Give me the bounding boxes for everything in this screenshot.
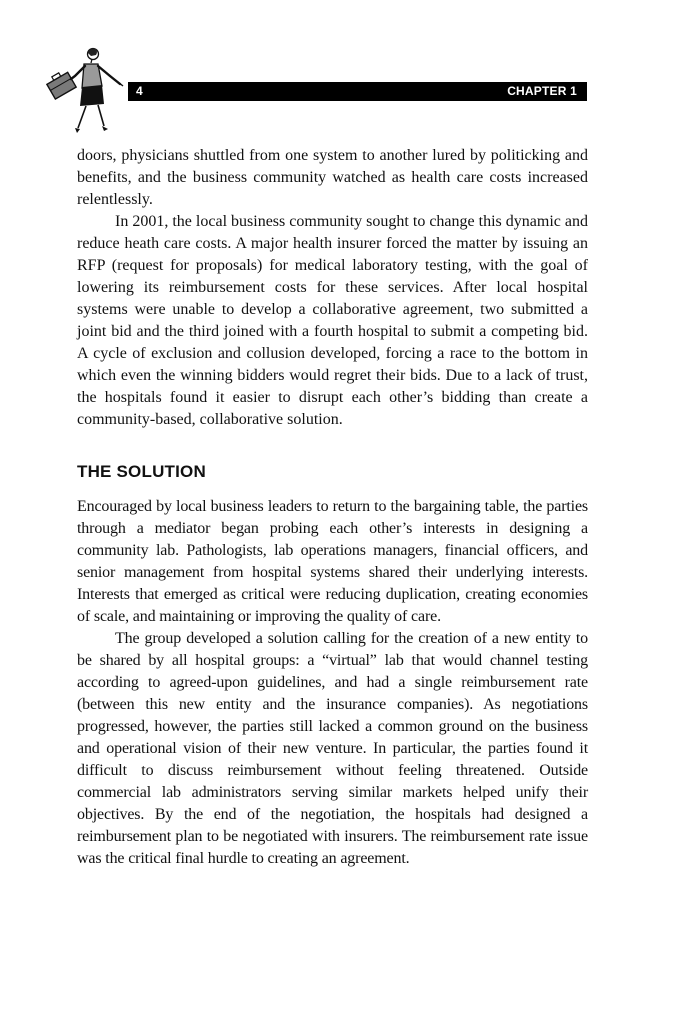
body-paragraph: In 2001, the local business community sought to change this dynamic and reduce heath care costs. A major health insurer forced the matter by issuing an RFP (request for proposals) for medical laboratory testing, with the goal of lowering its reimbursement costs for these services. After local hospital systems were unable to develop a collaborative agreement, two submitted a joint bid and the third joined with a fourth hospital to submit a competing bid. A cycle of exclusion and collusion developed, forcing a race to the bottom in which even the winning bidders would regret their bids. Due to a lack of trust, the hospitals found it easier to disrupt each other’s bidding than create a community-based, collaborative solution. <box>77 213 588 428</box>
businesswoman-illustration <box>44 46 124 134</box>
chapter-label: CHAPTER 1 <box>507 84 577 98</box>
page-number: 4 <box>136 84 143 98</box>
page-body <box>77 145 588 870</box>
body-paragraph: The group developed a solution calling for the creation of a new entity to be shared by all hospital groups: a “virtual” lab that would channel testing according to agreed-upon guidelines, and had a single reimbursement rate (between this new entity and the insurance companies). As negotiations progressed, however, the parties still lacked a common ground on the business and operational vision of their new venture. In particular, the parties found it difficult to discuss reimbursement without feeling threatened. Outside commercial lab administrators serving similar markets helped unify their objectives. By the end of the negotiation, the hospitals had designed a reimbursement plan to be negotiated with insurers. The reimbursement rate issue was the critical final hurdle to creating an agreement. <box>77 630 588 867</box>
section-heading: THE SOLUTION <box>77 462 206 481</box>
businesswoman-icon <box>44 46 124 134</box>
body-paragraph: Encouraged by local business leaders to return to the bargaining table, the parties through a mediator began probing each other’s interests in designing a community lab. Pathologists, lab operations managers, financial officers, and senior management from hospital systems shared their underlying interests. Interests that emerged as critical were reducing duplication, creating economies of scale, and maintaining or improving the quality of care. <box>77 498 588 625</box>
body-paragraph: doors, physicians shuttled from one system to another lured by politicking and benefits, and the business community watched as health care costs increased relentlessly. <box>77 147 588 208</box>
running-header-bar <box>128 82 587 101</box>
